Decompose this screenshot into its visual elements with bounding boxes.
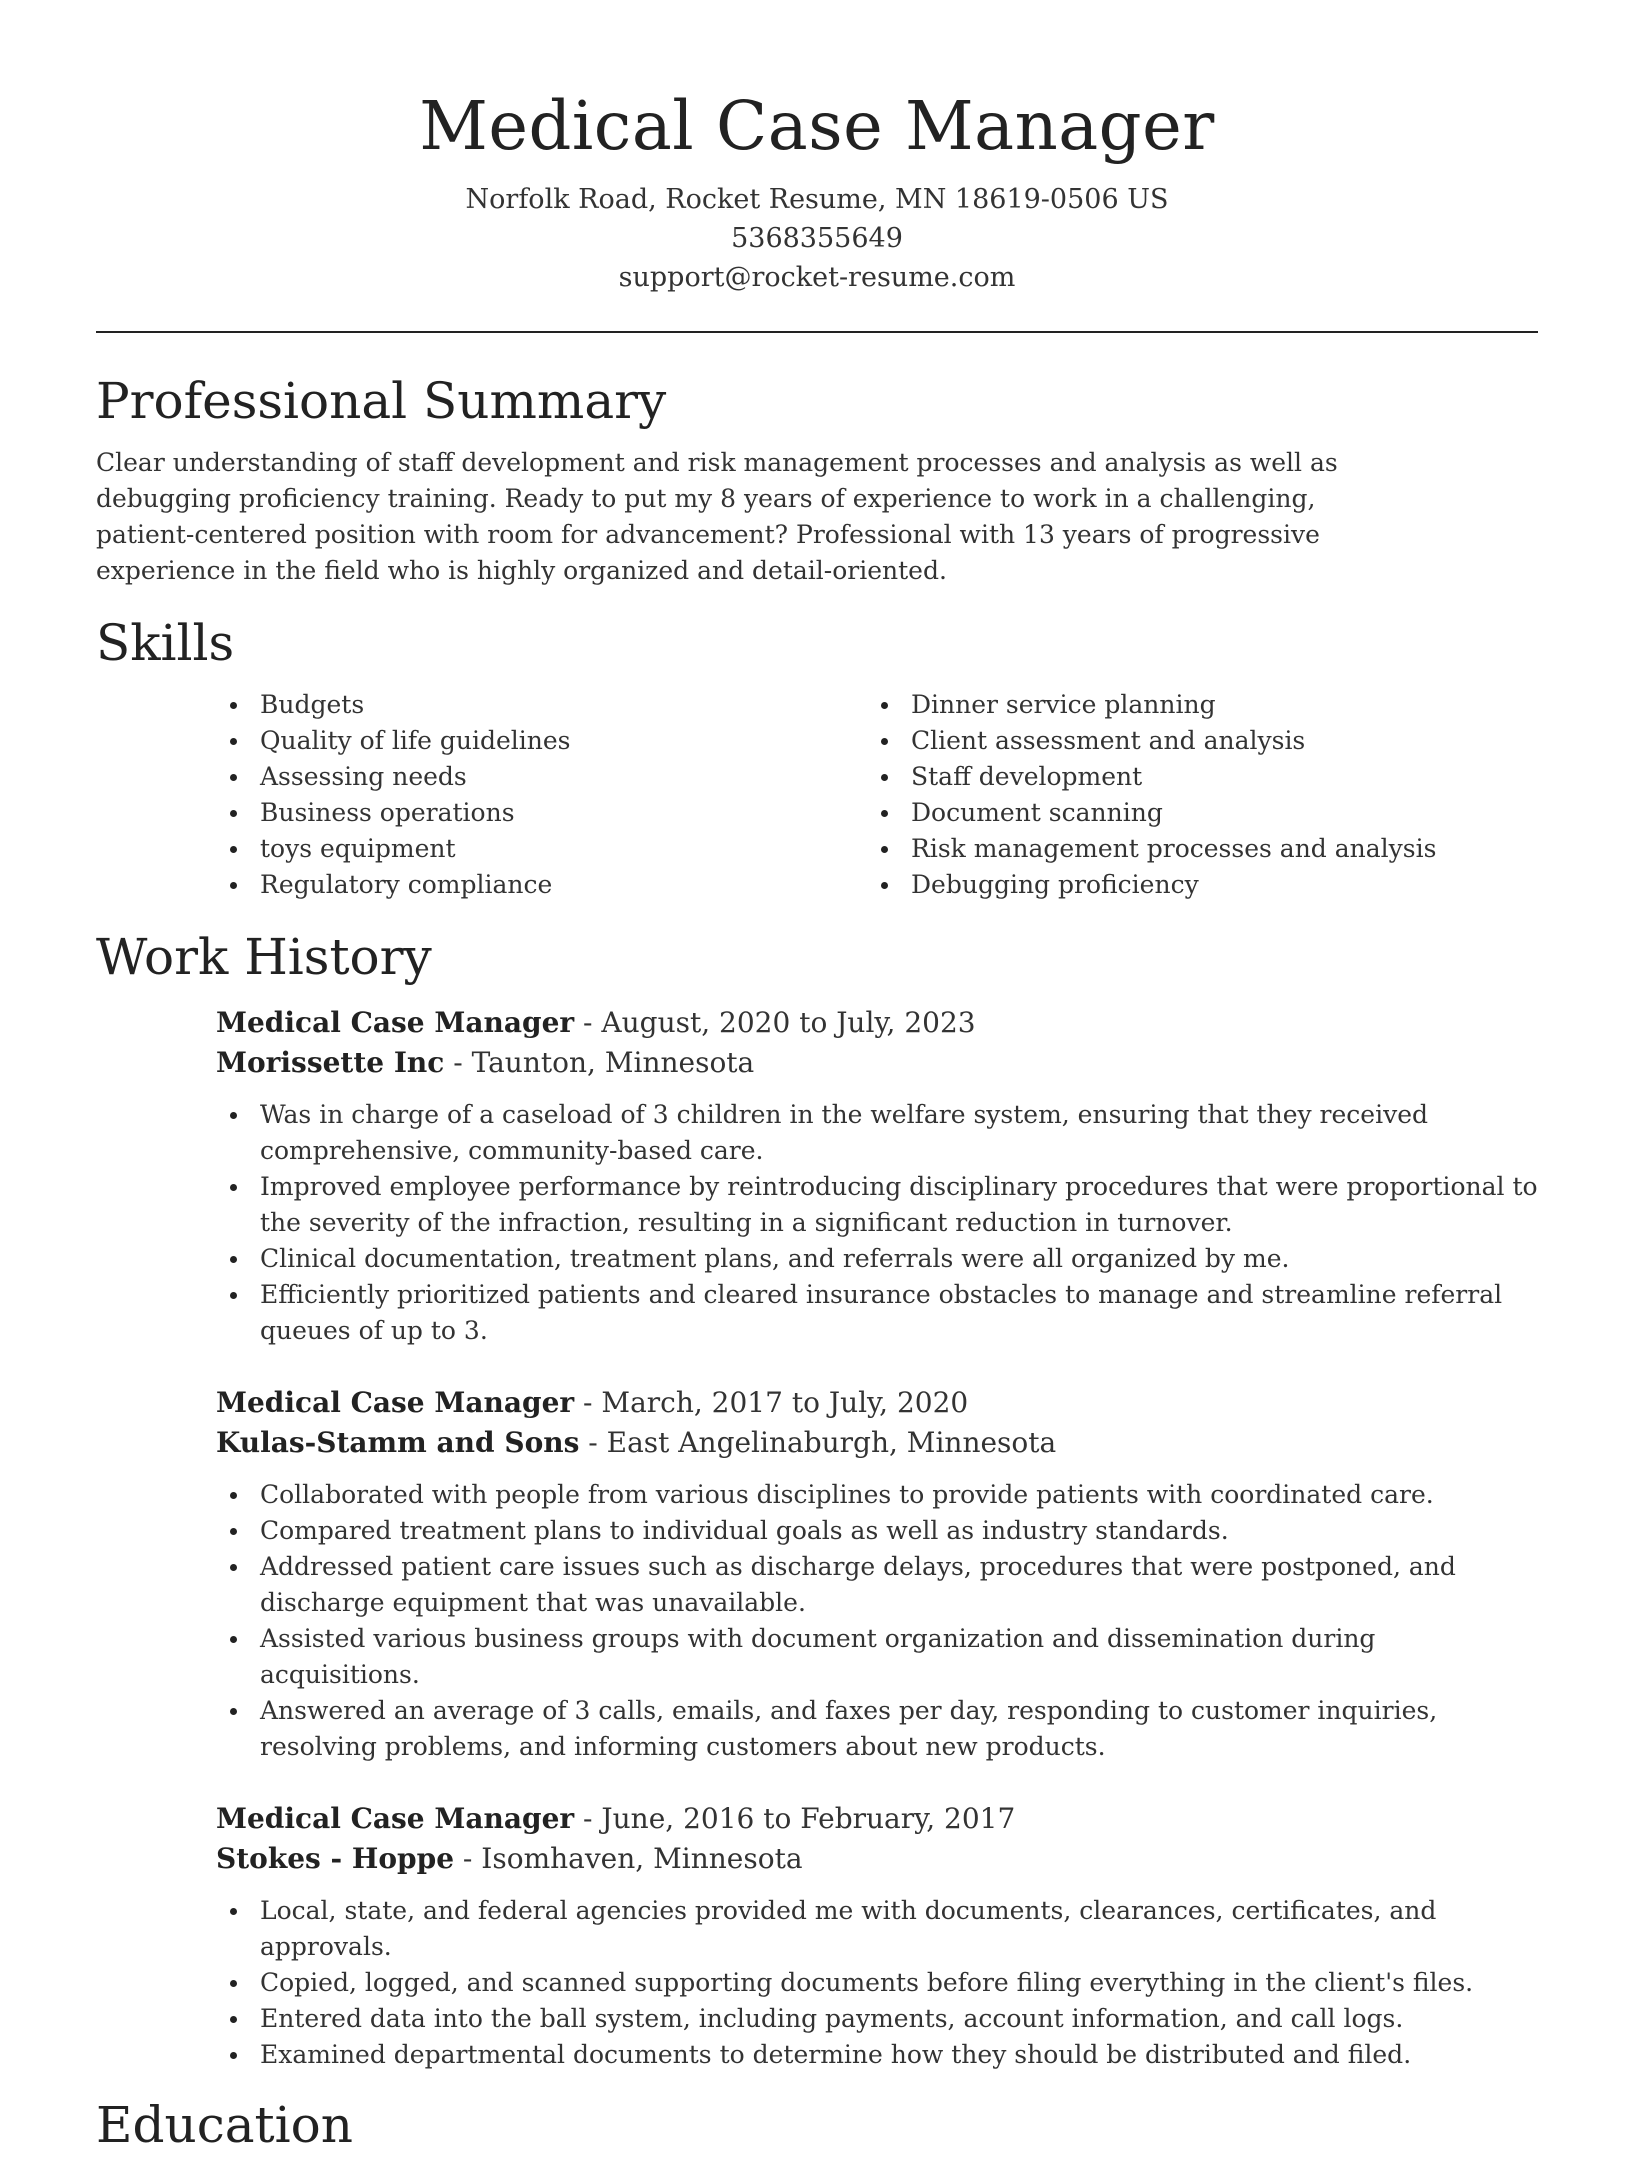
separator: - xyxy=(574,1386,602,1419)
job-title: Medical Case Manager xyxy=(216,1006,575,1039)
skill-item: Debugging proficiency xyxy=(867,867,1518,903)
summary-text: Clear understanding of staff development and risk management processes and analysis as well as debugging proficiency training. Ready to put my 8 years of experience to work in a challenging, patient-centered position with room for advancement? Professional with 13 years of progressive experience in the field who is highly organized and detail-oriented. xyxy=(96,448,1338,585)
job-entry xyxy=(216,1383,1538,1765)
email-text: support@rocket-resume.com xyxy=(618,262,1016,293)
job-title: Medical Case Manager xyxy=(216,1802,575,1835)
skill-item: Budgets xyxy=(216,687,867,723)
job-company-line xyxy=(216,1423,1538,1463)
responsibility-item: Addressed patient care issues such as discharge delays, procedures that were postponed, and discharge equipment that was unavailable. xyxy=(216,1549,1538,1621)
job-entry xyxy=(216,1799,1538,2073)
job-company-line xyxy=(216,1839,1538,1879)
separator: - xyxy=(444,1046,472,1079)
skill-item: Risk management processes and analysis xyxy=(867,831,1518,867)
responsibility-item: Examined departmental documents to determine how they should be distributed and filed. xyxy=(216,2037,1538,2073)
separator: - xyxy=(579,1426,607,1459)
job-company: Stokes - Hoppe xyxy=(216,1842,455,1875)
responsibility-item: Clinical documentation, treatment plans, and referrals were all organized by me. xyxy=(216,1241,1538,1277)
skills-column-left xyxy=(216,687,867,903)
skills-list xyxy=(216,687,1538,903)
skill-item: Regulatory compliance xyxy=(216,867,867,903)
skill-item: Document scanning xyxy=(867,795,1518,831)
job-responsibilities xyxy=(216,1893,1538,2073)
education-heading: Education xyxy=(96,2096,353,2154)
separator: - xyxy=(454,1842,482,1875)
skills-column-right xyxy=(867,687,1518,903)
skill-item: Assessing needs xyxy=(216,759,867,795)
job-title: Medical Case Manager xyxy=(216,1386,575,1419)
summary-section xyxy=(96,369,1538,589)
job-responsibilities xyxy=(216,1477,1538,1765)
job-location: Isomhaven, Minnesota xyxy=(481,1842,803,1875)
education-section xyxy=(96,2093,1538,2157)
phone-text: 5368355649 xyxy=(731,223,903,254)
skill-item: toys equipment xyxy=(216,831,867,867)
separator: - xyxy=(574,1006,602,1039)
candidate-name: Medical Case Manager xyxy=(419,87,1215,165)
skills-section xyxy=(96,611,1538,903)
resume-header xyxy=(96,0,1538,297)
job-list xyxy=(216,1003,1538,2073)
work-history-section xyxy=(96,925,1538,2073)
job-title-line xyxy=(216,1003,1538,1043)
responsibility-item: Copied, logged, and scanned supporting documents before filing everything in the client's files. xyxy=(216,1965,1538,2001)
responsibility-item: Entered data into the ball system, including payments, account information, and call logs. xyxy=(216,2001,1538,2037)
responsibility-item: Collaborated with people from various disciplines to provide patients with coordinated care. xyxy=(216,1477,1538,1513)
responsibility-item: Compared treatment plans to individual goals as well as industry standards. xyxy=(216,1513,1538,1549)
job-company-line xyxy=(216,1043,1538,1083)
job-dates: March, 2017 to July, 2020 xyxy=(601,1386,969,1419)
resume-page xyxy=(96,0,1538,2154)
skill-item: Business operations xyxy=(216,795,867,831)
header-divider xyxy=(96,331,1538,333)
job-title-line xyxy=(216,1799,1538,1839)
summary-heading: Professional Summary xyxy=(96,372,667,430)
responsibility-item: Local, state, and federal agencies provided me with documents, clearances, certificates, and approvals. xyxy=(216,1893,1538,1965)
responsibility-item: Assisted various business groups with document organization and dissemination during acquisitions. xyxy=(216,1621,1538,1693)
responsibility-item: Improved employee performance by reintroducing disciplinary procedures that were proportional to the severity of the infraction, resulting in a significant reduction in turnover. xyxy=(216,1169,1538,1241)
skill-item: Quality of life guidelines xyxy=(216,723,867,759)
skill-item: Staff development xyxy=(867,759,1518,795)
job-location: East Angelinaburgh, Minnesota xyxy=(606,1426,1057,1459)
skill-item: Client assessment and analysis xyxy=(867,723,1518,759)
job-location: Taunton, Minnesota xyxy=(471,1046,755,1079)
job-company: Kulas-Stamm and Sons xyxy=(216,1426,580,1459)
work-history-heading: Work History xyxy=(96,928,432,986)
separator: - xyxy=(574,1802,602,1835)
responsibility-item: Was in charge of a caseload of 3 children in the welfare system, ensuring that they received comprehensive, community-based care. xyxy=(216,1097,1538,1169)
job-company: Morissette Inc xyxy=(216,1046,445,1079)
responsibility-item: Answered an average of 3 calls, emails, and faxes per day, responding to customer inquiries, resolving problems, and informing customers about new products. xyxy=(216,1693,1538,1765)
skill-item: Dinner service planning xyxy=(867,687,1518,723)
job-entry xyxy=(216,1003,1538,1349)
contact-info xyxy=(96,180,1538,297)
job-title-line xyxy=(216,1383,1538,1423)
responsibility-item: Efficiently prioritized patients and cleared insurance obstacles to manage and streamline referral queues of up to 3. xyxy=(216,1277,1538,1349)
job-dates: June, 2016 to February, 2017 xyxy=(601,1802,1016,1835)
address-text: Norfolk Road, Rocket Resume, MN 18619-0506 US xyxy=(465,184,1169,215)
skills-heading: Skills xyxy=(96,614,235,672)
job-responsibilities xyxy=(216,1097,1538,1349)
job-dates: August, 2020 to July, 2023 xyxy=(601,1006,976,1039)
